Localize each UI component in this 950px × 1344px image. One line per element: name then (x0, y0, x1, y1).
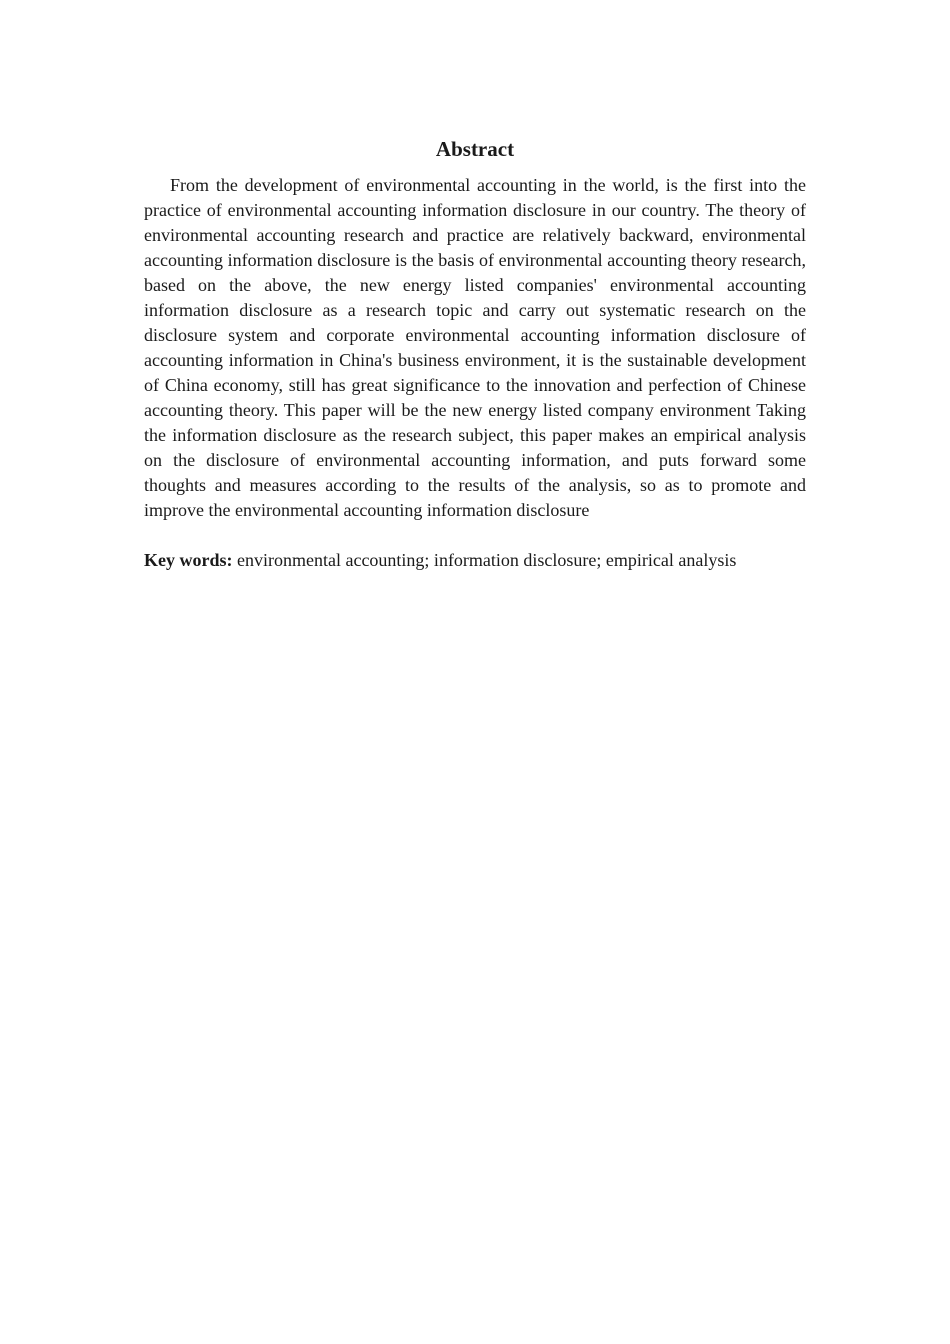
keywords-text: environmental accounting; information disclosure; empirical analysis (237, 550, 737, 570)
abstract-section (144, 134, 806, 573)
abstract-title: Abstract (435, 137, 515, 161)
keywords-label: Key words: (144, 550, 233, 570)
abstract-body: From the development of environmental accounting in the world, is the first into the practice of environmental accounting information disclosure in our country. The theory of environmental accounting research and practice are relatively backward, environmental accounting information disclosure is the basis of environmental accounting theory research, based on the above, the new energy listed companies' environmental accounting information disclosure as a research topic and carry out systematic research on the disclosure system and corporate environmental accounting information disclosure of accounting information in China's business environment, it is the sustainable development of China economy, still has great significance to the innovation and perfection of Chinese accounting theory. This paper will be the new energy listed company environment Taking the information disclosure as the research subject, this paper makes an empirical analysis on the disclosure of environmental accounting information, and puts forward some thoughts and measures according to the results of the analysis, so as to promote and improve the environmental accounting information disclosure (144, 175, 806, 520)
keywords-line (144, 548, 806, 573)
